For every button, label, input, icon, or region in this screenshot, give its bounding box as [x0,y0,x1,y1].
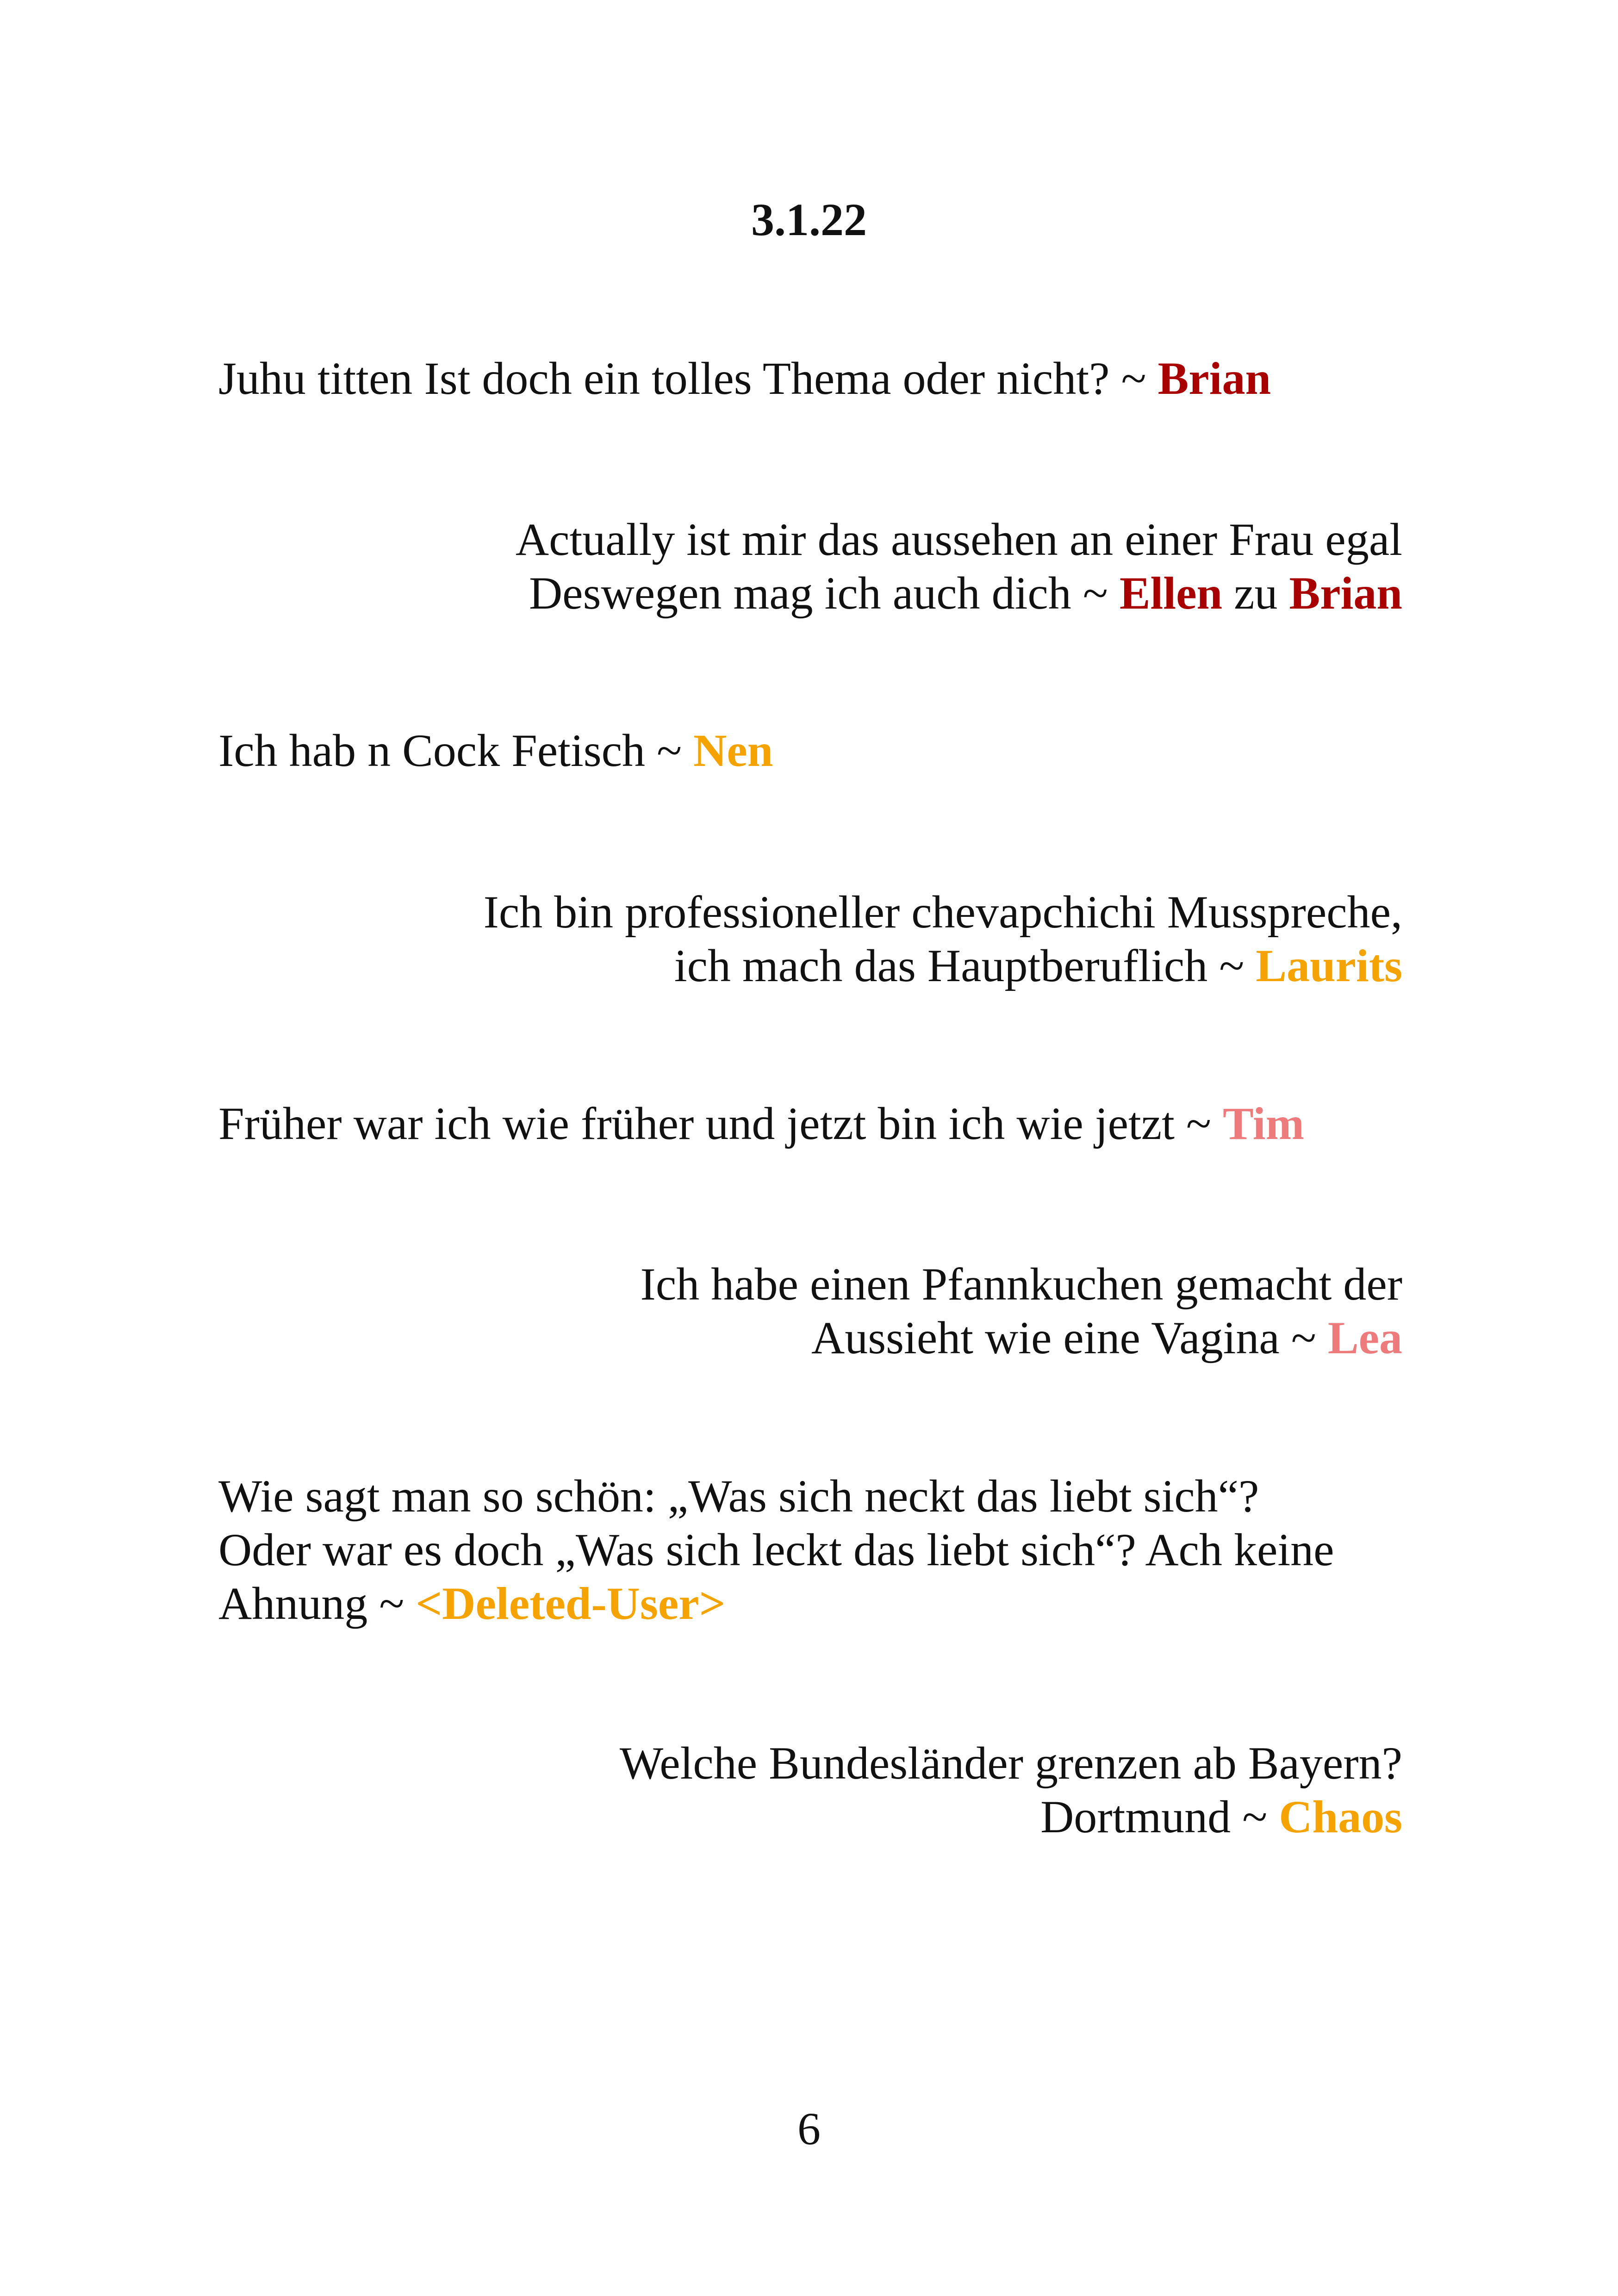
quote-8 [218,1736,1402,1844]
quote-text: Juhu titten Ist doch ein tolles Thema oder nicht? ~ [218,353,1158,404]
addressee-name: Brian [1289,567,1402,619]
quote-text: ich mach das Hauptberuflich ~ [674,940,1256,991]
author-name: Nen [693,725,773,776]
quote-connector: zu [1222,567,1289,619]
author-name: Chaos [1279,1791,1402,1842]
quote-line [218,1790,1402,1844]
quote-2 [218,513,1402,620]
quote-line: Actually ist mir das aussehen an einer Frau egal [515,514,1402,565]
quote-line [218,1311,1402,1365]
author-name: <Deleted-User> [416,1578,726,1629]
author-name: Tim [1223,1098,1305,1149]
author-name: Ellen [1119,567,1223,619]
quote-5 [218,1097,1402,1151]
quote-1 [218,352,1402,405]
quote-text: Ahnung ~ [218,1578,416,1629]
quote-line [218,566,1402,620]
quote-line [218,939,1402,993]
quote-text: Dortmund ~ [1040,1791,1279,1842]
page-number: 6 [797,2103,821,2154]
quote-line [218,1097,1402,1151]
quote-line [218,724,1402,778]
quote-line: Welche Bundesländer grenzen ab Bayern? [619,1737,1402,1789]
quote-text: Deswegen mag ich auch dich ~ [529,567,1120,619]
author-name: Lea [1327,1312,1402,1363]
author-name: Brian [1157,353,1271,404]
page-title: 3.1.22 [751,194,867,245]
author-name: Laurits [1256,940,1402,991]
quote-6 [218,1257,1402,1365]
quote-4 [218,885,1402,993]
quote-text: Aussieht wie eine Vagina ~ [811,1312,1328,1363]
quote-text: Ich hab n Cock Fetisch ~ [218,725,694,776]
quote-text: Früher war ich wie früher und jetzt bin ich wie jetzt ~ [218,1098,1223,1149]
quote-line [218,352,1402,405]
quote-line: Ich bin professioneller chevapchichi Musspreche, [483,886,1402,938]
quote-line [218,1577,1402,1630]
quote-line: Oder war es doch „Was sich leckt das liebt sich“? Ach keine [218,1524,1334,1575]
quote-line: Ich habe einen Pfannkuchen gemacht der [640,1258,1402,1310]
quote-3 [218,724,1402,778]
quote-7 [218,1469,1402,1630]
quote-line: Wie sagt man so schön: „Was sich neckt das liebt sich“? [218,1470,1259,1522]
